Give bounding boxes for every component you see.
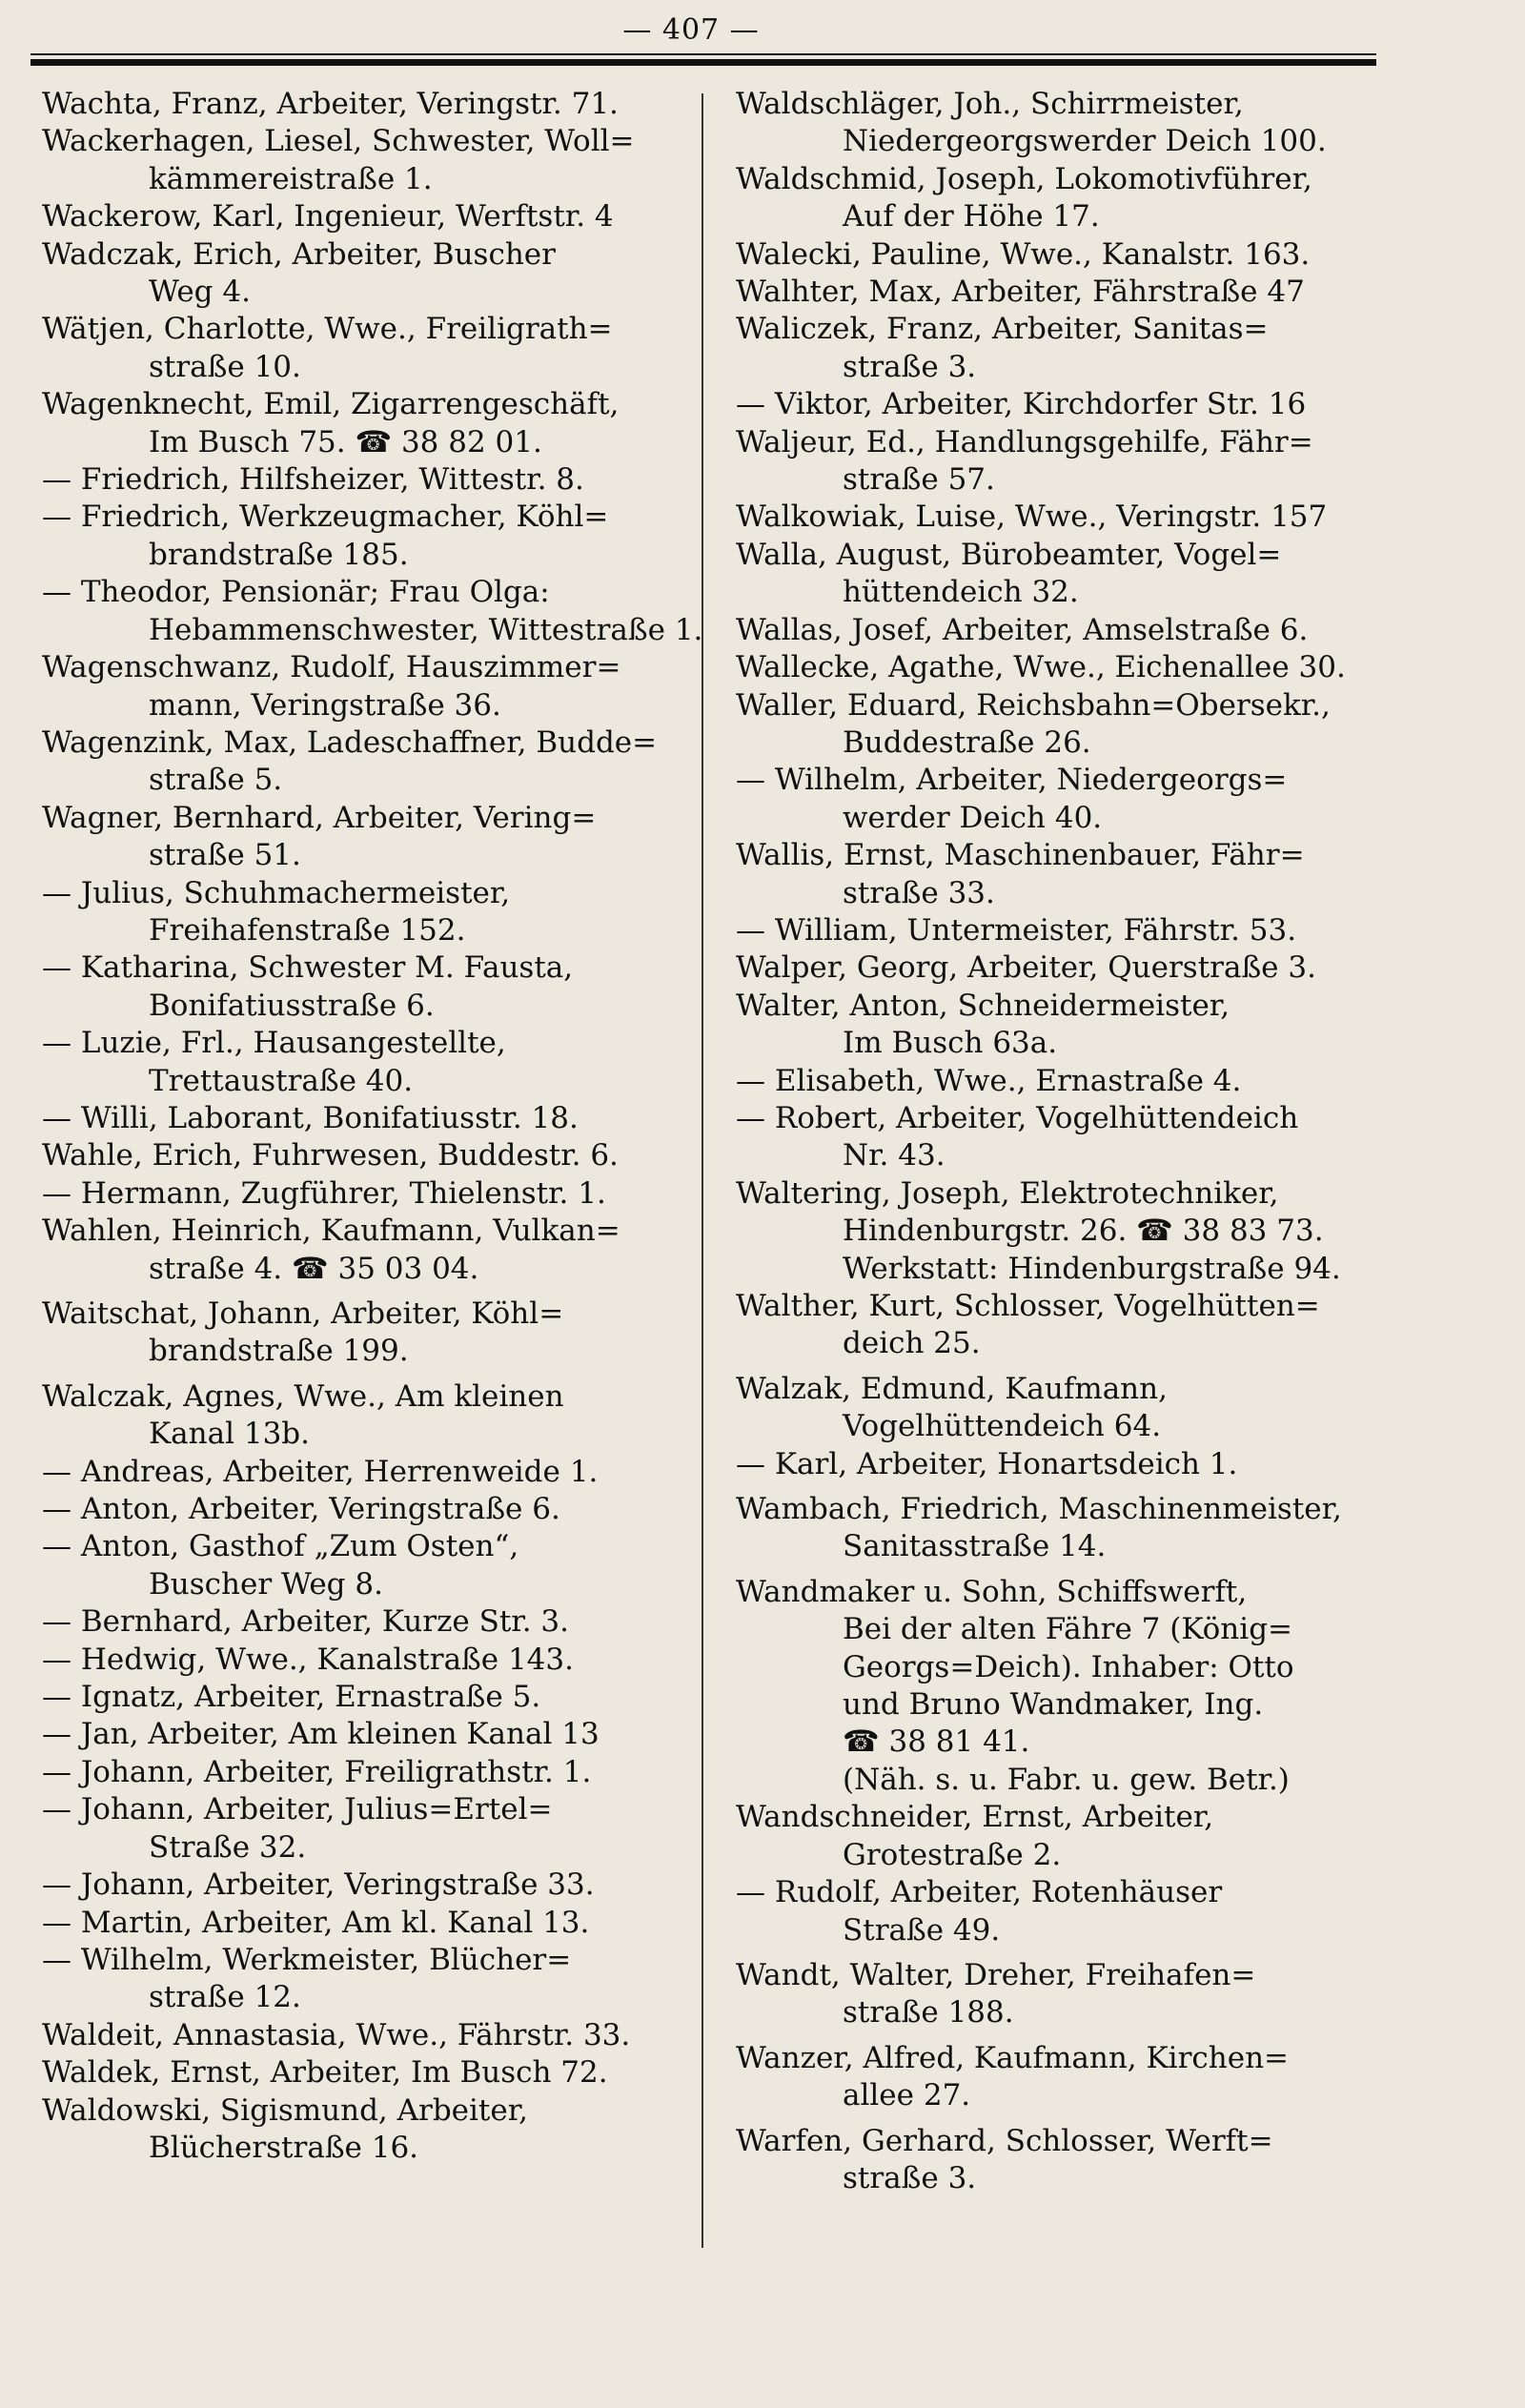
entry-continuation-line: Georgs=Deich). Inhaber: Otto xyxy=(843,1649,1294,1684)
entry-continuation-line: Vogelhüttendeich 64. xyxy=(843,1409,1162,1444)
directory-entry xyxy=(736,236,1384,274)
entry-line: Wallecke, Agathe, Wwe., Eichenallee 30. xyxy=(736,650,1346,685)
entry-continuation-line: Auf der Höhe 17. xyxy=(843,199,1100,235)
directory-entry xyxy=(42,1754,700,1791)
directory-entry xyxy=(42,1942,700,2017)
directory-entry xyxy=(736,1175,1384,1288)
entry-line: Wallis, Ernst, Maschinenbauer, Fähr= xyxy=(736,838,1305,873)
entry-line: Wambach, Friedrich, Maschinenmeister, xyxy=(736,1492,1342,1527)
directory-entry xyxy=(736,949,1384,987)
directory-entry xyxy=(736,1957,1384,2032)
directory-entry xyxy=(736,1491,1384,1566)
directory-entry xyxy=(42,1491,700,1528)
entry-line: — Karl, Arbeiter, Honartsdeich 1. xyxy=(736,1446,1238,1481)
entry-continuation-line: (Näh. s. u. Fabr. u. gew. Betr.) xyxy=(843,1762,1290,1797)
entry-line: — Wilhelm, Arbeiter, Niedergeorgs= xyxy=(736,763,1288,798)
directory-entry xyxy=(42,1528,700,1603)
entry-continuation-line: Bei der alten Fähre 7 (König= xyxy=(843,1612,1293,1647)
directory-entry xyxy=(42,875,700,950)
entry-line: — Hedwig, Wwe., Kanalstraße 143. xyxy=(42,1642,574,1677)
directory-entry xyxy=(736,161,1384,236)
entry-continuation-line: deich 25. xyxy=(843,1326,981,1361)
directory-entry xyxy=(42,1025,700,1100)
directory-entry xyxy=(42,1137,700,1174)
directory-entry xyxy=(736,1371,1384,1446)
entry-continuation-line: Bonifatiusstraße 6. xyxy=(149,988,435,1023)
directory-entry xyxy=(42,2092,700,2168)
entry-line: — Elisabeth, Wwe., Ernastraße 4. xyxy=(736,1063,1242,1098)
entry-line: — Andreas, Arbeiter, Herrenweide 1. xyxy=(42,1454,599,1489)
entry-continuation-line: Niedergeorgswerder Deich 100. xyxy=(843,124,1327,159)
directory-entry xyxy=(736,311,1384,386)
entry-continuation-line: straße 51. xyxy=(149,838,301,873)
directory-entry xyxy=(736,612,1384,649)
directory-entry xyxy=(42,236,700,312)
directory-entry xyxy=(42,574,703,649)
entry-line: — Jan, Arbeiter, Am kleinen Kanal 13 xyxy=(42,1717,600,1752)
directory-entry xyxy=(736,2123,1384,2198)
entry-continuation-line: straße 5. xyxy=(149,763,283,798)
entry-line: — Luzie, Frl., Hausangestellte, xyxy=(42,1026,506,1061)
entry-line: Wanzer, Alfred, Kaufmann, Kirchen= xyxy=(736,2040,1290,2075)
entry-line: — Robert, Arbeiter, Vogelhüttendeich xyxy=(736,1100,1299,1135)
directory-entry xyxy=(42,311,700,386)
entry-line: Walkowiak, Luise, Wwe., Veringstr. 157 xyxy=(736,500,1328,535)
left-column xyxy=(42,86,703,2167)
entry-continuation-line: Kanal 13b. xyxy=(149,1417,311,1452)
directory-entry xyxy=(42,1716,700,1753)
entry-line: Walecki, Pauline, Wwe., Kanalstr. 163. xyxy=(736,236,1311,272)
entry-line: Waldek, Ernst, Arbeiter, Im Busch 72. xyxy=(42,2055,608,2091)
entry-line: — Anton, Arbeiter, Veringstraße 6. xyxy=(42,1492,560,1527)
directory-entry xyxy=(736,988,1384,1063)
directory-entry xyxy=(42,499,700,574)
entry-line: Wachta, Franz, Arbeiter, Veringstr. 71. xyxy=(42,87,619,121)
entry-line: Wackerhagen, Liesel, Schwester, Woll= xyxy=(42,124,635,159)
directory-entry xyxy=(42,2054,700,2092)
directory-entry xyxy=(42,649,700,724)
directory-entry xyxy=(736,762,1384,837)
entry-line: Waldschläger, Joh., Schirrmeister, xyxy=(736,87,1244,121)
directory-entry xyxy=(736,912,1384,949)
directory-entry xyxy=(42,800,700,875)
entry-continuation-line: Grotestraße 2. xyxy=(843,1837,1062,1872)
entry-line: — Johann, Arbeiter, Veringstraße 33. xyxy=(42,1867,595,1903)
directory-entry xyxy=(736,274,1384,311)
directory-entry xyxy=(42,123,700,198)
directory-entry xyxy=(42,86,700,123)
entry-continuation-line: straße 57. xyxy=(843,462,995,498)
directory-entry xyxy=(736,1100,1384,1175)
entry-continuation-line: Im Busch 75. ☎ 38 82 01. xyxy=(149,424,542,459)
directory-entry xyxy=(42,1100,700,1137)
header-rule-thin xyxy=(30,53,1376,55)
directory-entry xyxy=(736,386,1384,423)
entry-line: Walzak, Edmund, Kaufmann, xyxy=(736,1371,1168,1406)
entry-line: Walper, Georg, Arbeiter, Querstraße 3. xyxy=(736,950,1316,986)
entry-line: Wandschneider, Ernst, Arbeiter, xyxy=(736,1800,1214,1835)
directory-entry xyxy=(42,949,700,1025)
entry-line: — Johann, Arbeiter, Julius=Ertel= xyxy=(42,1792,553,1827)
entry-continuation-line: und Bruno Wandmaker, Ing. xyxy=(843,1687,1264,1723)
entry-line: Waldeit, Annastasia, Wwe., Fährstr. 33. xyxy=(42,2017,631,2052)
entry-line: Walhter, Max, Arbeiter, Fährstraße 47 xyxy=(736,275,1305,310)
directory-entry xyxy=(736,649,1384,686)
header-rule-thick xyxy=(30,59,1376,66)
entry-line: Wahle, Erich, Fuhrwesen, Buddestr. 6. xyxy=(42,1138,619,1173)
directory-entry xyxy=(42,1175,700,1213)
entry-continuation-line: brandstraße 199. xyxy=(149,1334,409,1369)
entry-continuation-line: straße 3. xyxy=(843,349,977,384)
entry-line: — Johann, Arbeiter, Freiligrathstr. 1. xyxy=(42,1754,592,1789)
entry-line: Waitschat, Johann, Arbeiter, Köhl= xyxy=(42,1296,564,1331)
directory-entry xyxy=(42,1296,700,1371)
entry-continuation-line: Hebammenschwester, Wittestraße 1. xyxy=(149,612,703,647)
entry-line: Wagenzink, Max, Ladeschaffner, Budde= xyxy=(42,724,658,760)
directory-entry xyxy=(42,1213,700,1288)
entry-continuation-line: werder Deich 40. xyxy=(843,800,1103,835)
entry-line: Walter, Anton, Schneidermeister, xyxy=(736,988,1230,1023)
entry-line: Waldschmid, Joseph, Lokomotivführer, xyxy=(736,161,1312,196)
page-number: — 407 — xyxy=(622,13,760,47)
entry-line: — William, Untermeister, Fährstr. 53. xyxy=(736,912,1297,948)
directory-entry xyxy=(736,1288,1384,1363)
entry-line: Waldowski, Sigismund, Arbeiter, xyxy=(42,2092,529,2128)
entry-continuation-line: straße 10. xyxy=(149,349,301,384)
entry-line: Walther, Kurt, Schlosser, Vogelhütten= xyxy=(736,1289,1320,1323)
entry-line: Waljeur, Ed., Handlungsgehilfe, Fähr= xyxy=(736,424,1313,459)
entry-continuation-line: Weg 4. xyxy=(149,275,251,310)
entry-line: — Ignatz, Arbeiter, Ernastraße 5. xyxy=(42,1680,541,1715)
entry-line: Wandmaker u. Sohn, Schiffswerft, xyxy=(736,1574,1248,1609)
directory-entry xyxy=(42,386,700,461)
entry-line: Walla, August, Bürobeamter, Vogel= xyxy=(736,537,1282,572)
entry-continuation-line: Buscher Weg 8. xyxy=(149,1566,383,1602)
entry-continuation-line: allee 27. xyxy=(843,2078,971,2113)
entry-continuation-line: Freihafenstraße 152. xyxy=(149,912,466,948)
entry-line: Wadczak, Erich, Arbeiter, Buscher xyxy=(42,236,556,272)
directory-entry xyxy=(42,1642,700,1679)
directory-entry xyxy=(736,499,1384,536)
entry-line: — Martin, Arbeiter, Am kl. Kanal 13. xyxy=(42,1905,590,1940)
directory-entry xyxy=(736,1874,1384,1949)
entry-line: — Theodor, Pensionär; Frau Olga: xyxy=(42,575,550,610)
entry-continuation-line: Nr. 43. xyxy=(843,1138,946,1173)
directory-entry xyxy=(736,537,1384,612)
entry-continuation-line: hüttendeich 32. xyxy=(843,575,1079,610)
entry-line: — Anton, Gasthof „Zum Osten“, xyxy=(42,1529,519,1564)
column-divider xyxy=(702,93,703,2248)
entry-line: — Friedrich, Werkzeugmacher, Köhl= xyxy=(42,500,609,535)
entry-continuation-line: straße 12. xyxy=(149,1980,301,2015)
entry-line: Waliczek, Franz, Arbeiter, Sanitas= xyxy=(736,312,1269,347)
entry-line: — Julius, Schuhmachermeister, xyxy=(42,875,511,910)
directory-entry xyxy=(42,1679,700,1716)
entry-line: — Wilhelm, Werkmeister, Blücher= xyxy=(42,1942,572,1977)
directory-entry xyxy=(736,1799,1384,1874)
entry-continuation-line: Trettaustraße 40. xyxy=(149,1063,414,1098)
entry-line: Wätjen, Charlotte, Wwe., Freiligrath= xyxy=(42,312,613,347)
directory-entry xyxy=(736,1446,1384,1483)
entry-line: Warfen, Gerhard, Schlosser, Werft= xyxy=(736,2123,1273,2158)
entry-continuation-line: Im Busch 63a. xyxy=(843,1026,1058,1061)
entry-line: Wagenknecht, Emil, Zigarrengeschäft, xyxy=(42,387,620,422)
directory-entry xyxy=(42,2017,700,2054)
entry-continuation-line: Straße 32. xyxy=(149,1829,307,1865)
directory-entry xyxy=(42,198,700,235)
entry-continuation-line: straße 33. xyxy=(843,875,995,910)
entry-continuation-line: kämmereistraße 1. xyxy=(149,161,433,196)
entry-line: Walczak, Agnes, Wwe., Am kleinen xyxy=(42,1378,564,1414)
directory-entry xyxy=(42,1454,700,1491)
directory-entry xyxy=(42,1378,700,1454)
directory-entry xyxy=(736,1574,1384,1799)
entry-continuation-line: Sanitasstraße 14. xyxy=(843,1529,1107,1564)
directory-entry xyxy=(736,86,1384,161)
entry-continuation-line: Buddestraße 26. xyxy=(843,724,1091,760)
directory-entry xyxy=(42,1867,700,1904)
right-column xyxy=(736,86,1384,2197)
directory-entry xyxy=(736,1063,1384,1100)
entry-continuation-line: straße 4. ☎ 35 03 04. xyxy=(149,1251,479,1286)
directory-entry xyxy=(736,2040,1384,2115)
entry-line: Wallas, Josef, Arbeiter, Amselstraße 6. xyxy=(736,612,1309,647)
entry-line: Wagenschwanz, Rudolf, Hauszimmer= xyxy=(42,650,621,685)
entry-line: Waltering, Joseph, Elektrotechniker, xyxy=(736,1175,1279,1211)
directory-entry xyxy=(736,424,1384,500)
entry-continuation-line: mann, Veringstraße 36. xyxy=(149,687,501,723)
directory-entry xyxy=(42,461,700,499)
directory-entry xyxy=(42,1905,700,1942)
entry-continuation-line: straße 188. xyxy=(843,1995,1014,2030)
entry-continuation-line: brandstraße 185. xyxy=(149,537,409,572)
directory-entry xyxy=(42,1791,700,1867)
entry-line: Waller, Eduard, Reichsbahn=Obersekr., xyxy=(736,687,1331,723)
entry-continuation-line: Straße 49. xyxy=(843,1912,1001,1948)
entry-line: — Hermann, Zugführer, Thielenstr. 1. xyxy=(42,1175,606,1211)
entry-line: — Viktor, Arbeiter, Kirchdorfer Str. 16 xyxy=(736,387,1307,422)
entry-line: — Rudolf, Arbeiter, Rotenhäuser xyxy=(736,1875,1223,1910)
entry-line: — Bernhard, Arbeiter, Kurze Str. 3. xyxy=(42,1604,570,1640)
entry-line: Wackerow, Karl, Ingenieur, Werftstr. 4 xyxy=(42,199,614,235)
directory-entry xyxy=(736,687,1384,763)
entry-continuation-line: straße 3. xyxy=(843,2160,977,2195)
entry-continuation-line: Hindenburgstr. 26. ☎ 38 83 73. xyxy=(843,1214,1324,1249)
entry-continuation-line: Werkstatt: Hindenburgstraße 94. xyxy=(843,1251,1341,1286)
entry-line: Wagner, Bernhard, Arbeiter, Vering= xyxy=(42,800,597,835)
directory-entry xyxy=(42,724,700,800)
entry-continuation-line: Blücherstraße 16. xyxy=(149,2130,419,2165)
entry-line: — Katharina, Schwester M. Fausta, xyxy=(42,950,574,986)
entry-line: — Friedrich, Hilfsheizer, Wittestr. 8. xyxy=(42,462,584,498)
entry-continuation-line: ☎ 38 81 41. xyxy=(843,1724,1030,1760)
directory-entry xyxy=(42,1603,700,1641)
entry-line: Wandt, Walter, Dreher, Freihafen= xyxy=(736,1957,1256,1992)
entry-line: Wahlen, Heinrich, Kaufmann, Vulkan= xyxy=(42,1214,620,1249)
directory-entry xyxy=(736,837,1384,912)
entry-line: — Willi, Laborant, Bonifatiusstr. 18. xyxy=(42,1100,579,1135)
